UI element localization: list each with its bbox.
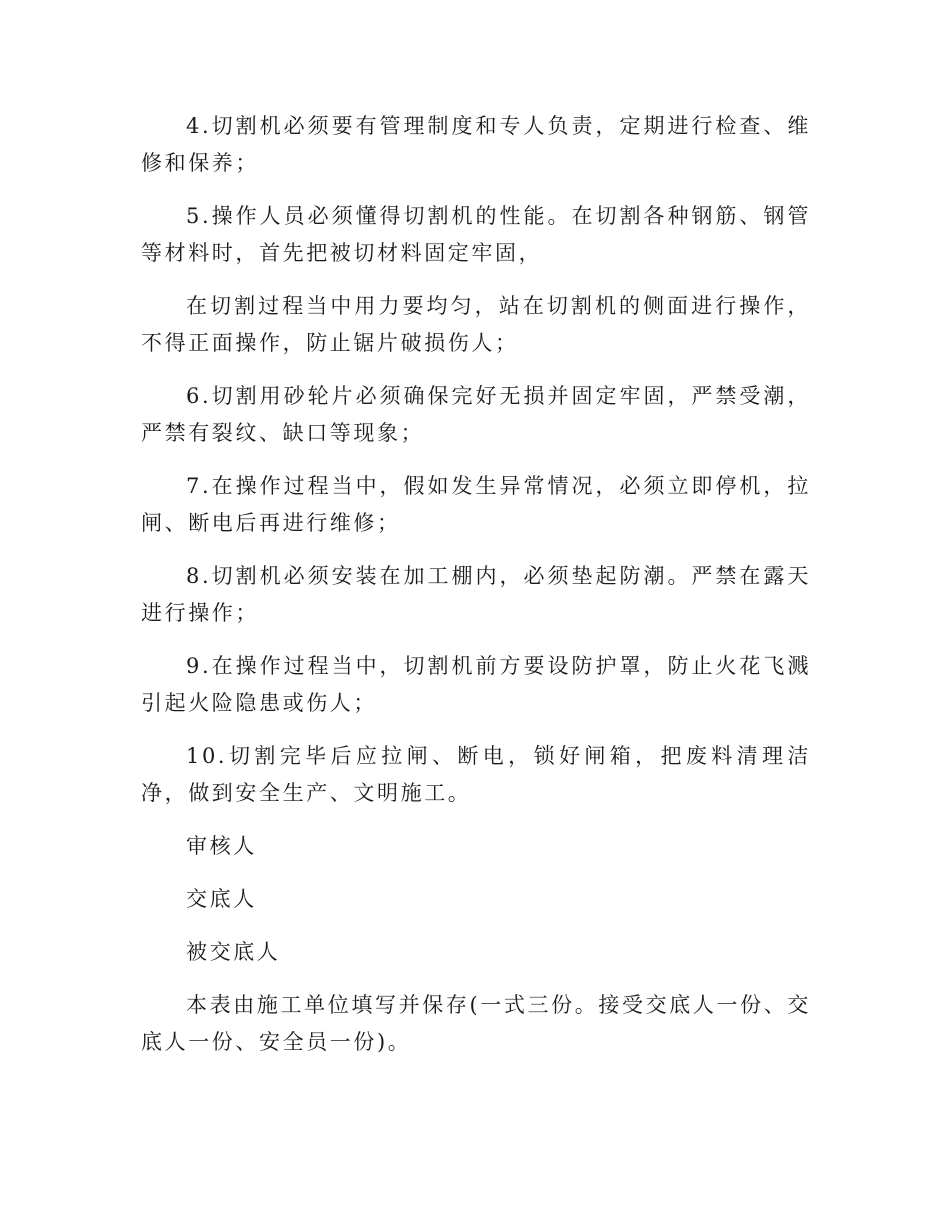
item-10: 10.切割完毕后应拉闸、断电，锁好闸箱，把废料清理洁净，做到安全生产、文明施工。	[141, 744, 811, 805]
reviewer-label: 审核人	[186, 834, 257, 858]
presenter-label: 交底人	[186, 887, 257, 911]
footnote: 本表由施工单位填写并保存(一式三份。接受交底人一份、交底人一份、安全员一份)。	[141, 993, 811, 1054]
recipient-label: 被交底人	[186, 940, 281, 964]
document-body	[141, 108, 811, 1061]
item-6: 6.切割用砂轮片必须确保完好无损并固定牢固，严禁受潮，严禁有裂纹、缺口等现象；	[141, 384, 811, 445]
item-7: 7.在操作过程当中，假如发生异常情况，必须立即停机，拉闸、断电后再进行维修；	[141, 474, 811, 535]
item-4: 4.切割机必须要有管理制度和专人负责，定期进行检查、维修和保养；	[141, 114, 811, 175]
item-8: 8.切割机必须安装在加工棚内，必须垫起防潮。严禁在露天进行操作；	[141, 564, 811, 625]
item-5-continued: 在切割过程当中用力要均匀，站在切割机的侧面进行操作，不得正面操作，防止锯片破损伤人；	[141, 294, 811, 355]
item-9: 9.在操作过程当中，切割机前方要设防护罩，防止火花飞溅引起火险隐患或伤人；	[141, 654, 811, 715]
item-5: 5.操作人员必须懂得切割机的性能。在切割各种钢筋、钢管等材料时，首先把被切材料固定牢固，	[141, 204, 811, 265]
signature-block	[141, 828, 811, 971]
